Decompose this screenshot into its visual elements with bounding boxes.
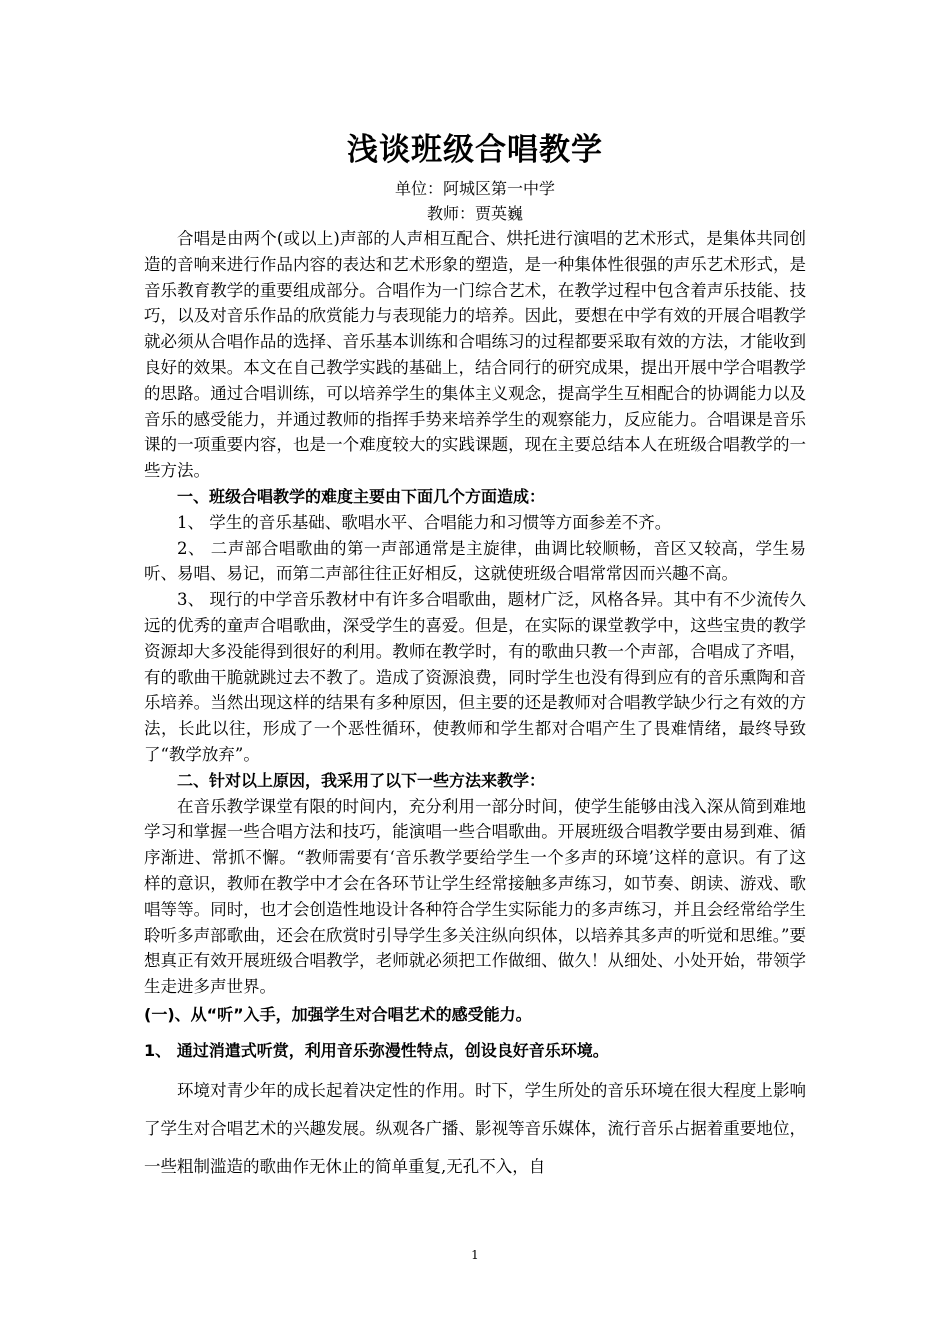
intro-paragraph: 合唱是由两个(或以上)声部的人声相互配合、烘托进行演唱的艺术形式，是集体共同创造的音响来进行作品内容的表达和艺术形象的塑造，是一种集体性很强的声乐艺术形式，是音乐教育教学的重要组成部分。合唱作为一门综合艺术，在教学过程中包含着声乐技能、技巧，以及对音乐作品的欣赏能力与表现能力的培养。因此，要想在中学有效的开展合唱教学就必须从合唱作品的选择、音乐基本训练和合唱练习的过程都要采取有效的方法，才能收到良好的效果。本文在自己教学实践的基础上，结合同行的研究成果，提出开展中学合唱教学的思路。通过合唱训练，可以培养学生的集体主义观念，提高学生互相配合的协调能力以及音乐的感受能力，并通过教师的指挥手势来培养学生的观察能力，反应能力。合唱课是音乐课的一项重要内容，也是一个难度较大的实践课题，现在主要总结本人在班级合唱教学的一些方法。 xyxy=(144,229,806,481)
author-teacher: 教师：贾英巍 xyxy=(426,204,523,223)
section-1-item-1: 1、 学生的音乐基础、歌唱水平、合唱能力和习惯等方面参差不齐。 xyxy=(177,512,672,532)
page-number: 1 xyxy=(471,1248,479,1262)
subsection-heading-1: (一)、从“听”入手，加强学生对合唱艺术的感受能力。 xyxy=(144,1004,532,1024)
subsection-heading-2: 1、 通过消遣式听赏，利用音乐弥漫性特点，创设良好音乐环境。 xyxy=(144,1040,609,1060)
section-2-heading: 二、针对以上原因，我采用了以下一些方法来教学： xyxy=(177,770,546,790)
document-body xyxy=(144,128,806,1186)
final-paragraph: 环境对青少年的成长起着决定性的作用。时下，学生所处的音乐环境在很大程度上影响了学生对合唱艺术的兴趣发展。纵观各广播、影视等音乐媒体，流行音乐占据着重要地位，一些粗制滥造的歌曲作无休止的简单重复,无孔不入，自 xyxy=(144,1080,806,1176)
section-1-item-3: 3、 现行的中学音乐教材中有许多合唱歌曲，题材广泛，风格各异。其中有不少流传久远的优秀的童声合唱歌曲，深受学生的喜爱。但是，在实际的课堂教学中，这些宝贵的教学资源却大多没能得到很好的利用。教师在教学时，有的歌曲只教一个声部，合唱成了齐唱，有的歌曲干脆就跳过去不教了。造成了资源浪费，同时学生也没有得到应有的音乐熏陶和音乐培养。当然出现这样的结果有多种原因，但主要的还是教师对合唱教学缺少行之有效的方法，长此以往，形成了一个恶性循环，使教师和学生都对合唱产生了畏难情绪，最终导致了“教学放弃”。 xyxy=(144,590,806,764)
section-2-body: 在音乐教学课堂有限的时间内，充分利用一部分时间，使学生能够由浅入深从简到难地学习和掌握一些合唱方法和技巧，能演唱一些合唱歌曲。开展班级合唱教学要由易到难、循序渐进、常抓不懈。“教师需要有‘音乐教学要给学生一个多声的环境’这样的意识。有了这样的意识，教师在教学中才会在各环节让学生经常接触多声练习，如节奏、朗读、游戏、歌唱等等。同时，也才会创造性地设计各种符合学生实际能力的多声练习，并且会经常给学生聆听多声部歌曲，还会在欣赏时引导学生多关注纵向织体，以培养其多声的听觉和思维。”要想真正有效开展班级合唱教学，老师就必须把工作做细、做久！从细处、小处开始，带领学生走进多声世界。 xyxy=(144,796,806,997)
section-1-item-2: 2、 二声部合唱歌曲的第一声部通常是主旋律，曲调比较顺畅，音区又较高，学生易听、易唱、易记，而第二声部往往正好相反，这就使班级合唱常常因而兴趣不高。 xyxy=(144,538,806,584)
document-title: 浅谈班级合唱教学 xyxy=(347,132,603,168)
section-1-heading: 一、班级合唱教学的难度主要由下面几个方面造成： xyxy=(177,486,546,506)
author-unit: 单位：阿城区第一中学 xyxy=(394,179,555,198)
